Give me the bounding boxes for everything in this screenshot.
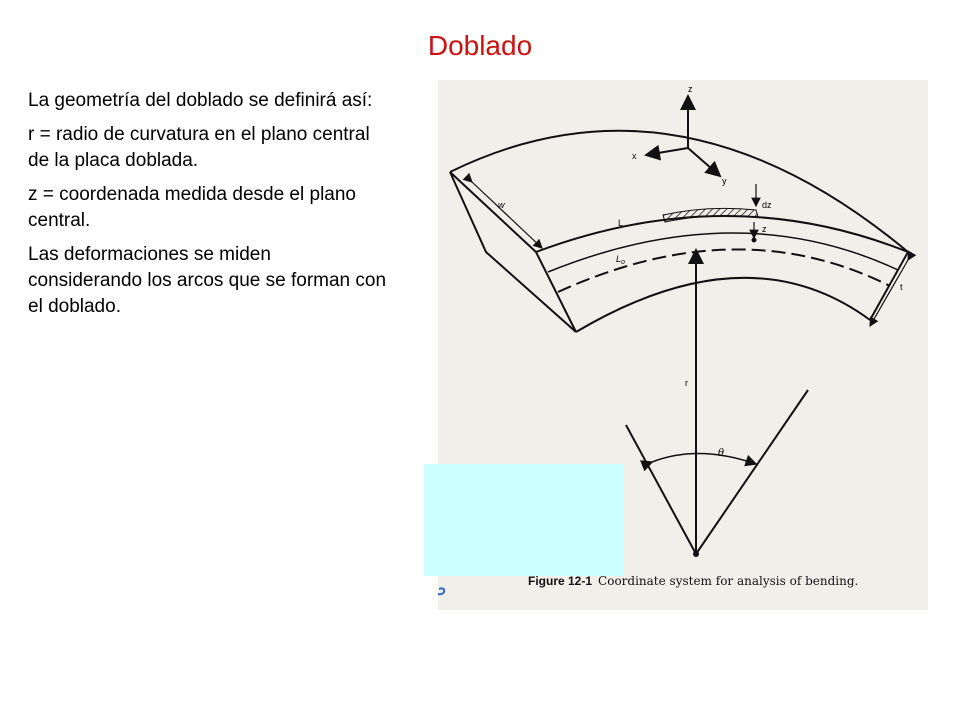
cyan-overlay-box [424, 464, 624, 576]
figure-caption [528, 574, 858, 588]
z-axis-label: z [688, 84, 693, 94]
w-label: w [498, 200, 505, 210]
bent-plate [450, 131, 908, 332]
Lo-label: $L_o$ [616, 254, 625, 266]
figure-caption-text: Coordinate system for analysis of bending. [598, 574, 859, 588]
theta-arc [652, 453, 756, 464]
t-label: t [900, 282, 903, 292]
paragraph-geometry: La geometría del doblado se definirá así: [28, 90, 373, 111]
y-axis-label: y [722, 176, 727, 186]
body-text [28, 88, 390, 328]
paragraph-radius: r = radio de curvatura en el plano central de la placa doblada. [28, 124, 370, 171]
paragraph-deformations: Las deformaciones se miden considerando los arcos que se forman con el doblado. [28, 244, 387, 317]
figure-number: Figure 12-1 [528, 574, 593, 588]
slide-title: Doblado [427, 30, 533, 61]
partial-icon [437, 585, 447, 597]
z-label: z [762, 224, 767, 234]
dz-label: dz [762, 200, 772, 210]
central-plane-line [558, 249, 890, 292]
paragraph-z-coordinate: z = coordenada medida desde el plano central. [28, 184, 356, 231]
arc-L [548, 233, 898, 272]
center-point [693, 551, 699, 557]
x-axis-label: x [632, 151, 637, 161]
theta-label: θ [718, 448, 725, 459]
r-label: r [685, 378, 688, 388]
L-label: L [618, 218, 624, 228]
hatched-element [663, 208, 758, 222]
